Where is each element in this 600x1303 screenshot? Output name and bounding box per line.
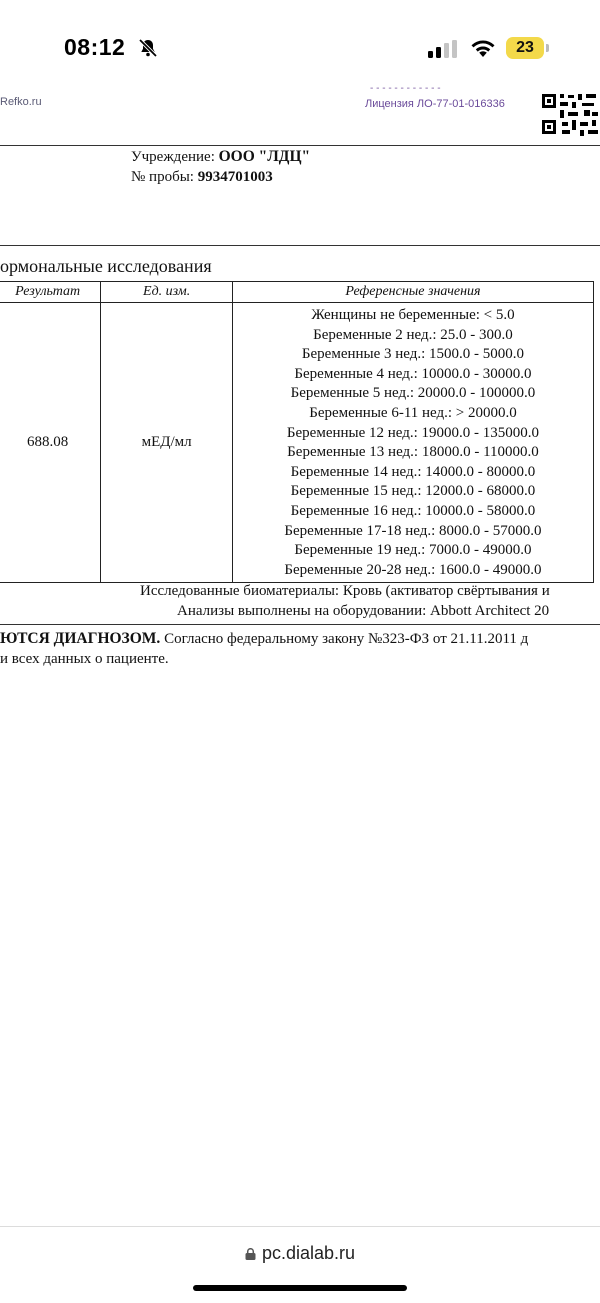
signal-icon bbox=[428, 40, 460, 58]
equipment-note: Анализы выполнены на оборудовании: Abbott Architect 20 bbox=[177, 603, 550, 619]
status-time: 08:12 bbox=[64, 34, 126, 60]
license-number: Лицензия ЛО-77-01-016336 bbox=[365, 98, 505, 110]
institution-value: ООО "ЛДЦ" bbox=[218, 148, 311, 165]
home-indicator[interactable] bbox=[193, 1285, 407, 1291]
reference-line: Беременные 17-18 нед.: 8000.0 - 57000.0 bbox=[284, 522, 542, 539]
reference-line: Беременные 19 нед.: 7000.0 - 49000.0 bbox=[294, 542, 532, 559]
institution-line bbox=[131, 148, 310, 166]
diagnosis-line2: и всех данных о пациенте. bbox=[0, 651, 169, 667]
unit-value: мЕД/мл bbox=[101, 303, 233, 583]
probe-value: 9934701003 bbox=[197, 169, 273, 185]
reference-line: Беременные 2 нед.: 25.0 - 300.0 bbox=[313, 326, 513, 343]
bell-slash-icon bbox=[138, 38, 158, 58]
probe-line bbox=[131, 169, 273, 186]
reference-line: Беременные 4 нед.: 10000.0 - 30000.0 bbox=[294, 365, 532, 382]
url-bar[interactable] bbox=[0, 1243, 600, 1264]
lock-icon bbox=[245, 1248, 256, 1260]
reference-line: Беременные 16 нед.: 10000.0 - 58000.0 bbox=[290, 502, 536, 519]
notes-divider bbox=[0, 624, 600, 625]
probe-label: № пробы: bbox=[131, 169, 194, 185]
diagnosis-bold: ЮТСЯ ДИАГНОЗОМ. bbox=[0, 630, 161, 647]
license-top-cropped: - - - - - - - - - - - - bbox=[370, 83, 441, 94]
biomaterials-note: Исследованные биоматериалы: Кровь (активатор свёртывания и bbox=[140, 583, 550, 599]
institution-label: Учреждение: bbox=[131, 149, 215, 165]
qr-code-icon bbox=[540, 92, 600, 138]
reference-line: Женщины не беременные: < 5.0 bbox=[311, 307, 515, 323]
reference-line: Беременные 6-11 нед.: > 20000.0 bbox=[309, 404, 517, 421]
results-table bbox=[0, 281, 594, 583]
header-result: Результат bbox=[0, 282, 101, 303]
section-divider bbox=[0, 245, 600, 246]
header-unit: Ед. изм. bbox=[101, 282, 233, 303]
reference-line: Беременные 15 нед.: 12000.0 - 68000.0 bbox=[290, 483, 536, 500]
section-title: ормональные исследования bbox=[0, 256, 212, 276]
battery-icon: 23 bbox=[506, 37, 544, 59]
status-bar bbox=[0, 0, 600, 96]
reference-list bbox=[233, 306, 593, 580]
browser-divider bbox=[0, 1226, 600, 1227]
reference-line: Беременные 20-28 нед.: 1600.0 - 49000.0 bbox=[284, 561, 542, 578]
result-value: 688.08 bbox=[0, 303, 101, 583]
battery-tip bbox=[546, 44, 549, 52]
header-reference: Референсные значения bbox=[232, 282, 593, 303]
diagnosis-text: Согласно федеральному закону №323-ФЗ от 21.11.2011 д bbox=[164, 631, 529, 647]
table-header-row bbox=[0, 282, 594, 303]
diagnosis-note bbox=[0, 630, 528, 648]
reference-line: Беременные 3 нед.: 1500.0 - 5000.0 bbox=[301, 346, 525, 363]
reference-line: Беременные 13 нед.: 18000.0 - 110000.0 bbox=[287, 444, 539, 461]
reference-line: Беременные 12 нед.: 19000.0 - 135000.0 bbox=[286, 424, 540, 441]
reference-line: Беременные 14 нед.: 14000.0 - 80000.0 bbox=[290, 463, 536, 480]
reference-cell bbox=[232, 303, 593, 583]
header-divider bbox=[0, 145, 600, 146]
url-text: pc.dialab.ru bbox=[261, 1243, 356, 1263]
site-name: Refko.ru bbox=[0, 96, 42, 108]
wifi-icon bbox=[470, 38, 496, 58]
reference-line: Беременные 5 нед.: 20000.0 - 100000.0 bbox=[290, 385, 536, 402]
table-row bbox=[0, 303, 594, 583]
